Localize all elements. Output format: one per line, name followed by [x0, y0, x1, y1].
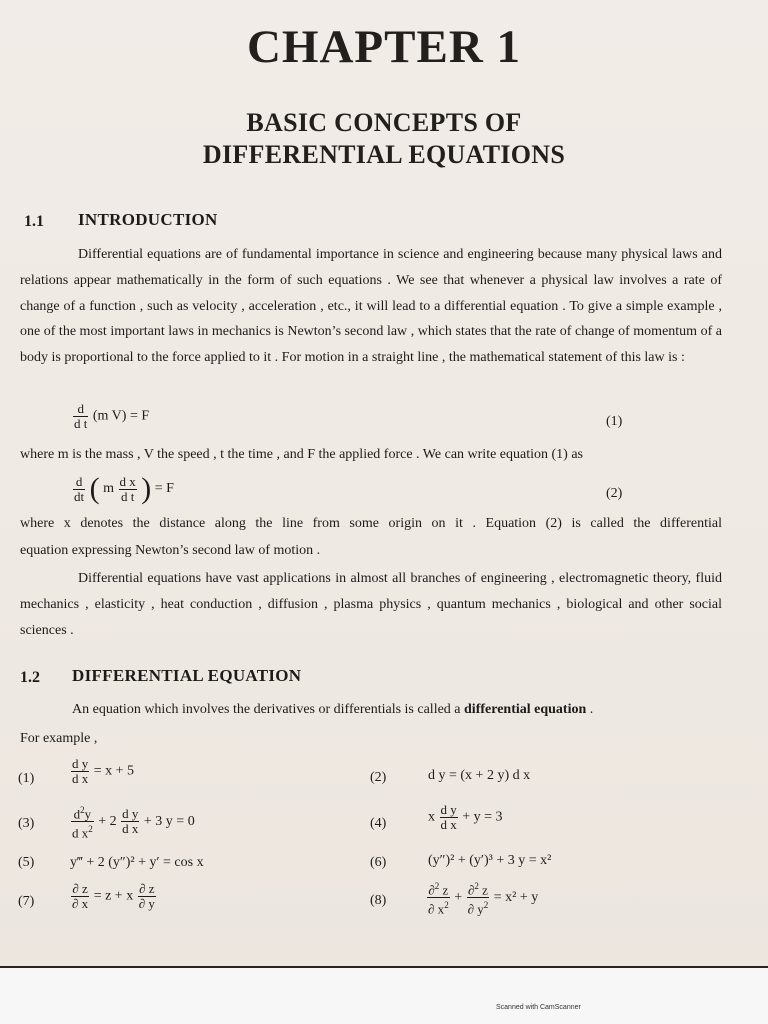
example-label: (1) — [18, 771, 35, 786]
where-line: where x denotes the distance along the line from some origin on it . Equation (2) is called the differential — [20, 516, 722, 531]
section-heading: DIFFERENTIAL EQUATION — [72, 666, 302, 685]
equation-2-text: = F — [154, 481, 174, 497]
where-line: where m is the mass , V the speed , t the time , and F the applied force . We can write equation (1) as — [20, 447, 583, 462]
equation-1-text: (m V) = F — [92, 408, 150, 424]
equation-1 — [72, 402, 149, 431]
example-label: (7) — [18, 894, 35, 909]
example-6-equation: (y″)² + (y′)³ + 3 y = x² — [428, 853, 552, 868]
intro-paragraph — [20, 242, 722, 371]
derivative-fraction: $\frac{d}{\text{d t}}$ — [74, 401, 88, 431]
scanner-watermark: Scanned with CamScanner — [496, 1004, 581, 1011]
example-2-equation: d y = (x + 2 y) d x — [428, 768, 531, 783]
example-3-equation: $\frac{d^2y}{d x^2}$ + 2 $\frac{\text{d y}}{\text{d x}}$ + 3 y = 0 — [72, 805, 195, 841]
derivative-fraction: $\frac{d}{dt}$ — [74, 473, 85, 504]
example-label: (5) — [18, 855, 35, 870]
equation-number: (2) — [606, 486, 623, 501]
where-line: equation expressing Newton’s second law of motion . — [20, 543, 321, 558]
example-7-equation: $\frac{\partial z}{\partial x}$ = z + x $\frac{\partial z}{\partial y}$ — [72, 881, 155, 911]
example-label: (4) — [370, 816, 387, 831]
example-4-equation: x $\frac{\text{d y}}{\text{d x}}$ + y = 3 — [428, 802, 503, 832]
example-1-equation: $\frac{\text{d y}}{\text{d x}}$ = x + 5 — [72, 756, 135, 786]
example-8-equation: $\frac{\partial^2 z}{\partial x^2}$ + $\frac{\partial^2 z}{\partial y^2}$ = x² + y — [428, 881, 539, 917]
footer-strip — [0, 968, 768, 1024]
section-number: 1.1 — [24, 213, 44, 230]
section-heading: INTRODUCTION — [78, 210, 218, 229]
chapter-title-line-2: DIFFERENTIAL EQUATIONS — [202, 140, 566, 169]
section-number: 1.2 — [20, 669, 40, 686]
defined-term: differential equation — [464, 702, 587, 717]
velocity-fraction: $\frac{\text{d x}}{\text{d t}}$ — [119, 473, 136, 504]
example-label: (3) — [18, 816, 35, 831]
applications-paragraph — [20, 566, 722, 643]
for-example-label: For example , — [20, 731, 98, 746]
chapter-heading: CHAPTER 1 — [246, 21, 522, 73]
applications-paragraph-text: Differential equations have vast applications in almost all branches of engineering , electromagnetic theory, fluid mechanics , elasticity , heat conduction , diffusion , plasma physics , quantum mechanics , biological and other social sciences . — [20, 571, 722, 638]
intro-paragraph-text: Differential equations are of fundamental importance in science and engineering because many physical laws and relations appear mathematically in the form of such equations . We see that whenever a physical law involves a rate of change of a function , such as velocity , acceleration , etc., it will lead to a differential equation . To give a simple example , one of the most important laws in mechanics is Newton’s second law , which states that the rate of change of momentum of a body is proportional to the force applied to it . For motion in a straight line , the mathematical statement of this law is : — [20, 247, 722, 366]
definition-line: An equation which involves the derivatives or differentials is called a differential equation . — [72, 702, 594, 717]
chapter-title-line-1: BASIC CONCEPTS OF — [246, 108, 522, 137]
example-label: (6) — [370, 855, 387, 870]
example-5-equation: y‴ + 2 (y″)² + y′ = cos x — [70, 855, 204, 870]
equation-number: (1) — [606, 414, 623, 429]
equation-2: $\frac{d}{dt}$ ( m $\frac{\text{d x}}{\text{d t}}$ ) = F — [74, 472, 174, 505]
example-label: (2) — [370, 770, 387, 785]
example-label: (8) — [370, 893, 387, 908]
